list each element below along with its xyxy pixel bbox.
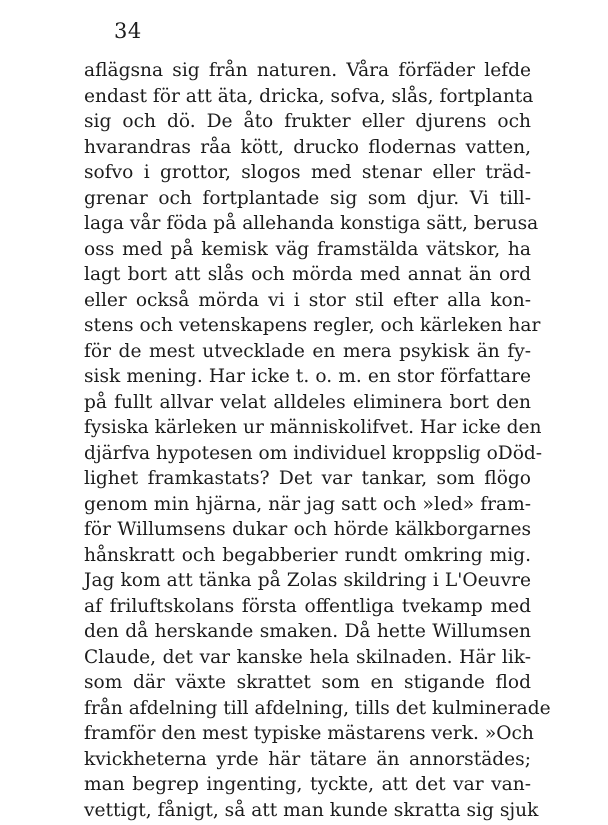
text-line: stens och vetenskapens regler, och kärleken har — [84, 315, 541, 336]
text-line: aflägsna sig från naturen. Våra förfäder lefde — [84, 60, 531, 81]
text-line: eller också mörda vi i stor stil efter alla kon- — [84, 289, 531, 311]
text-line: som där växte skrattet som en stigande flod — [84, 672, 531, 693]
text-line: genom min hjärna, när jag satt och »led» fram- — [84, 493, 531, 515]
text-line: den då herskande smaken. Då hette Willumsen — [84, 621, 531, 642]
text-line: sofvo i grottor, slogos med stenar eller träd- — [84, 162, 531, 183]
body-text — [84, 58, 551, 823]
text-line: lighet framkastats? Det var tankar, som flögo — [84, 468, 531, 489]
text-line: sisk mening. Har icke t. o. m. en stor författare — [84, 366, 531, 387]
text-line: oss med på kemisk väg framstälda vätskor, ha — [84, 238, 531, 260]
text-line: lagt bort att slås och mörda med annat än ord — [84, 264, 531, 285]
text-line: djärfva hypotesen om individuel kroppslig oDöd- — [84, 442, 543, 464]
page-number: 34 — [114, 19, 142, 43]
text-line: från afdelning till afdelning, tills det kulminerade — [84, 697, 551, 719]
text-line: framför den mest typiske mästarens verk. »Och — [84, 723, 534, 744]
text-line: laga vår föda på allehanda konstiga sätt, berusa — [84, 213, 539, 234]
text-line: endast för att äta, dricka, sofva, slås, fortplanta — [84, 85, 534, 107]
text-line: kvickheterna yrde här tätare än annorstädes; — [84, 748, 531, 770]
text-line: hånskratt och begabberier rundt omkring mig. — [84, 544, 531, 566]
text-line: fysiska kärleken ur människolifvet. Har icke den — [84, 417, 542, 438]
text-line: af friluftskolans första offentliga tvekamp med — [84, 595, 531, 617]
text-line: Jag kom att tänka på Zolas skildring i L'Oeuvre — [84, 570, 531, 591]
text-line: på fullt allvar velat alldeles eliminera bort den — [84, 391, 531, 413]
text-line: sig och dö. De åto frukter eller djurens och — [84, 111, 531, 132]
text-line: Claude, det var kanske hela skilnaden. Här lik- — [84, 646, 531, 668]
text-line: vettigt, fånigt, så att man kunde skratta sig sjuk — [84, 799, 539, 821]
text-line: för Willumsens dukar och hörde kälkborgarnes — [84, 519, 531, 540]
text-line: man begrep ingenting, tyckte, att det var van- — [84, 774, 531, 795]
text-line: grenar och fortplantade sig som djur. Vi till- — [84, 187, 531, 209]
text-line: hvarandras råa kött, drucko flodernas vatten, — [84, 136, 531, 158]
text-line: för de mest utvecklade en mera psykisk än fy- — [84, 340, 531, 362]
